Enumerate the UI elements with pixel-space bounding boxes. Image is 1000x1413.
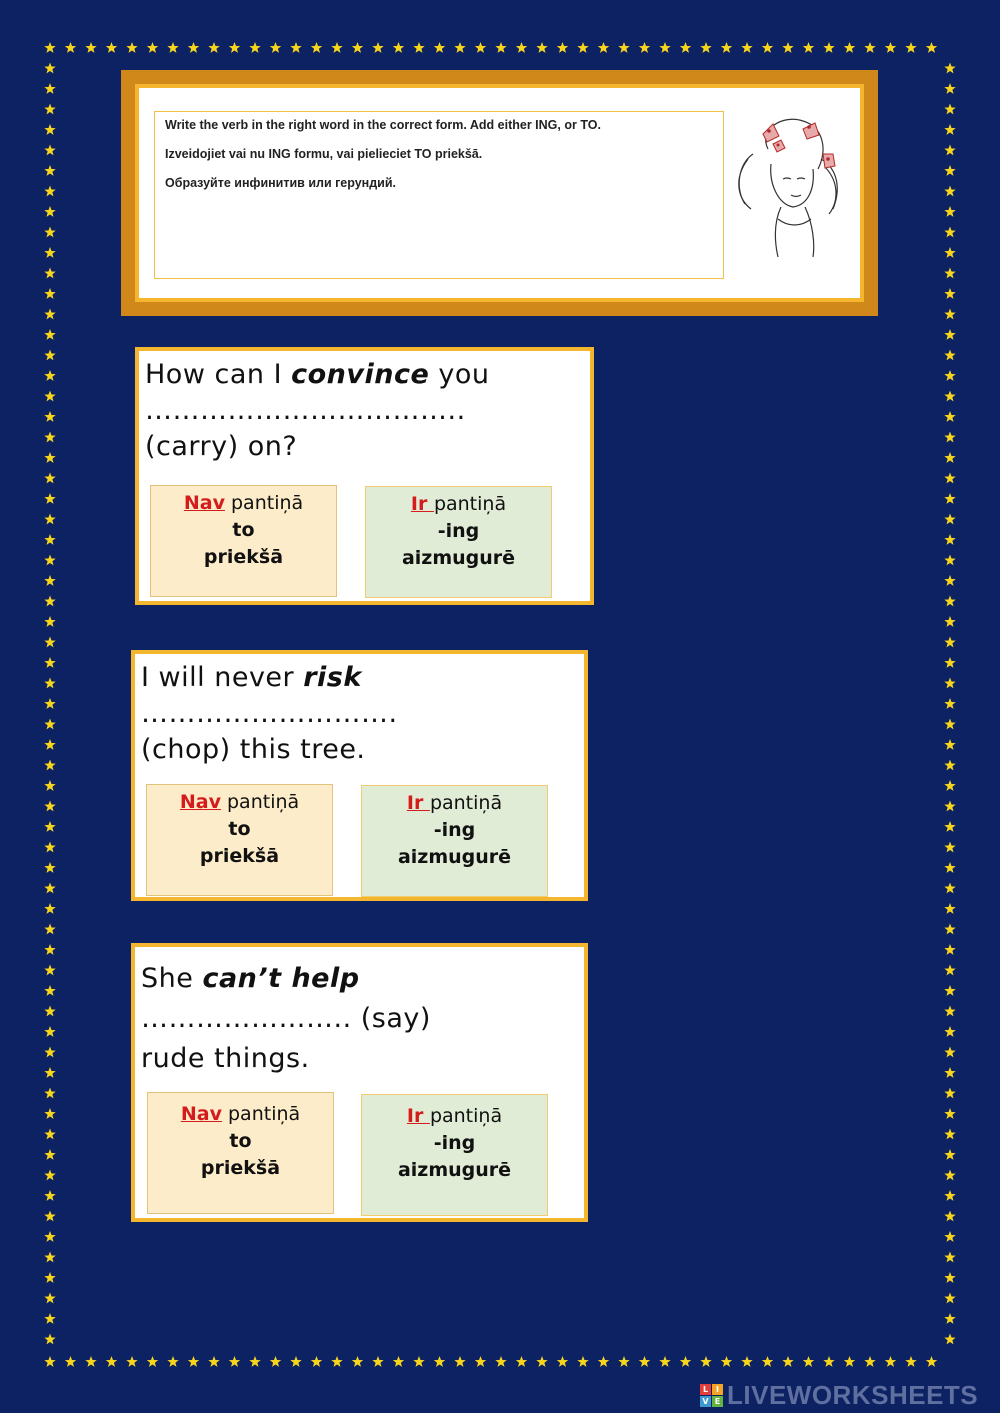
option-line2: to [228, 818, 251, 840]
star-icon [44, 432, 55, 443]
star-icon [944, 555, 955, 566]
answer-blank[interactable]: …………………………….. [145, 395, 466, 426]
star-icon [44, 719, 55, 730]
star-icon [782, 42, 793, 53]
star-icon [864, 1356, 875, 1367]
star-icon [44, 637, 55, 648]
star-icon [372, 42, 383, 53]
star-icon [577, 1356, 588, 1367]
star-icon [44, 206, 55, 217]
star-icon [536, 1356, 547, 1367]
option-line2: to [232, 519, 255, 541]
star-icon [944, 1211, 955, 1222]
star-icon [352, 1356, 363, 1367]
star-icon [44, 1231, 55, 1242]
option-key: Ir [406, 1105, 430, 1127]
star-icon [944, 206, 955, 217]
star-icon [639, 42, 650, 53]
star-icon [167, 1356, 178, 1367]
star-icon [944, 862, 955, 873]
star-icon [44, 678, 55, 689]
option-has-object[interactable] [361, 1094, 548, 1216]
star-icon [944, 452, 955, 463]
star-icon [85, 42, 96, 53]
star-icon [944, 1129, 955, 1140]
star-icon [44, 698, 55, 709]
star-icon [885, 42, 896, 53]
star-icon [944, 575, 955, 586]
star-icon [413, 42, 424, 53]
star-icon [700, 1356, 711, 1367]
star-icon [762, 1356, 773, 1367]
star-icon [944, 514, 955, 525]
star-icon [944, 309, 955, 320]
star-icon [944, 698, 955, 709]
star-icon [44, 1334, 55, 1345]
star-icon [85, 1356, 96, 1367]
sentence-middle: you [429, 359, 490, 390]
star-icon [944, 924, 955, 935]
star-icon [44, 1211, 55, 1222]
option-word: pantiņā [221, 1103, 301, 1125]
star-icon [944, 473, 955, 484]
star-icon [106, 42, 117, 53]
star-icon [944, 411, 955, 422]
star-icon [944, 165, 955, 176]
option-key: Nav [183, 492, 225, 514]
option-no-object[interactable] [150, 485, 337, 597]
sentence-end: (carry) on? [145, 431, 298, 462]
star-icon [944, 801, 955, 812]
star-icon [44, 616, 55, 627]
star-icon [44, 1190, 55, 1201]
star-icon [944, 124, 955, 135]
star-icon [926, 42, 937, 53]
girl-illustration [733, 109, 843, 259]
star-icon [126, 1356, 137, 1367]
star-icon [44, 965, 55, 976]
star-icon [331, 1356, 342, 1367]
star-icon [44, 1272, 55, 1283]
star-icon [944, 1334, 955, 1345]
option-word: pantiņā [433, 493, 507, 515]
star-icon [944, 1006, 955, 1017]
option-word: pantiņā [429, 792, 503, 814]
star-icon [434, 42, 445, 53]
star-icon [188, 42, 199, 53]
star-icon [44, 186, 55, 197]
star-icon [352, 42, 363, 53]
sentence-end: rude things. [141, 1043, 310, 1074]
star-icon [944, 145, 955, 156]
option-line3: priekšā [203, 546, 284, 568]
answer-blank[interactable]: ………………………. [141, 698, 398, 729]
star-icon [944, 780, 955, 791]
star-icon [598, 42, 609, 53]
option-line2: -ing [433, 819, 476, 841]
star-icon [803, 42, 814, 53]
sentence-text [141, 959, 584, 1079]
option-line2: to [229, 1130, 252, 1152]
star-icon [44, 760, 55, 771]
star-icon [680, 42, 691, 53]
star-icon [44, 944, 55, 955]
star-icon [44, 1170, 55, 1181]
star-icon [454, 42, 465, 53]
star-icon [944, 83, 955, 94]
star-icon [762, 42, 773, 53]
star-icon [434, 1356, 445, 1367]
star-icon [944, 432, 955, 443]
star-icon [659, 1356, 670, 1367]
star-icon [44, 391, 55, 402]
star-icon [44, 862, 55, 873]
option-word: pantiņā [220, 791, 300, 813]
star-icon [44, 309, 55, 320]
option-key: Nav [179, 791, 221, 813]
star-icon [944, 965, 955, 976]
sentence-start: How can I [145, 359, 292, 390]
star-icon [721, 42, 732, 53]
star-icon [944, 637, 955, 648]
star-icon [44, 924, 55, 935]
star-icon [44, 842, 55, 853]
star-icon [44, 739, 55, 750]
star-icon [147, 1356, 158, 1367]
star-icon [311, 1356, 322, 1367]
star-icon [944, 1088, 955, 1099]
star-icon [944, 616, 955, 627]
star-icon [639, 1356, 650, 1367]
star-icon [905, 42, 916, 53]
star-icon [944, 1108, 955, 1119]
star-icon [44, 514, 55, 525]
option-word: pantiņā [429, 1105, 503, 1127]
star-icon [944, 104, 955, 115]
star-icon [44, 1026, 55, 1037]
star-icon [944, 186, 955, 197]
star-icon [680, 1356, 691, 1367]
instruction-english: Write the verb in the right word in the correct form. Add either ING, or TO. [165, 118, 601, 132]
star-icon [944, 247, 955, 258]
star-icon [44, 780, 55, 791]
star-icon [944, 1293, 955, 1304]
key-verb: can’t help [202, 963, 360, 994]
star-icon [44, 1129, 55, 1140]
star-icon [44, 1356, 55, 1367]
star-icon [126, 42, 137, 53]
sentence-end: (chop) this tree. [141, 734, 366, 765]
option-key: Nav [180, 1103, 222, 1125]
option-word: pantiņā [224, 492, 304, 514]
star-icon [106, 1356, 117, 1367]
star-icon [944, 1252, 955, 1263]
logo-text: LIVEWORKSHEETS [727, 1379, 979, 1410]
star-icon [944, 678, 955, 689]
star-icon [944, 493, 955, 504]
star-icon [44, 247, 55, 258]
star-icon [944, 288, 955, 299]
option-no-object[interactable] [147, 1092, 334, 1214]
star-icon [331, 42, 342, 53]
star-icon [44, 1149, 55, 1160]
star-icon [44, 1252, 55, 1263]
option-line2: -ing [437, 520, 480, 542]
star-icon [618, 42, 629, 53]
star-icon [700, 42, 711, 53]
star-icon [944, 1149, 955, 1160]
star-icon [598, 1356, 609, 1367]
star-icon [926, 1356, 937, 1367]
option-key: Ir [406, 792, 430, 814]
star-icon [944, 1067, 955, 1078]
star-icon [44, 534, 55, 545]
star-icon [885, 1356, 896, 1367]
star-icon [44, 63, 55, 74]
star-icon [393, 1356, 404, 1367]
star-icon [823, 42, 834, 53]
star-icon [741, 42, 752, 53]
option-line3: priekšā [200, 1157, 281, 1179]
star-icon [844, 42, 855, 53]
star-icon [44, 145, 55, 156]
star-icon [44, 1067, 55, 1078]
star-icon [372, 1356, 383, 1367]
star-icon [803, 1356, 814, 1367]
star-icon [44, 575, 55, 586]
star-icon [944, 760, 955, 771]
star-icon [944, 985, 955, 996]
star-icon [44, 657, 55, 668]
star-icon [577, 42, 588, 53]
star-icon [44, 165, 55, 176]
star-icon [393, 42, 404, 53]
star-icon [290, 1356, 301, 1367]
instruction-latvian: Izveidojiet vai nu ING formu, vai pielieciet TO priekšā. [165, 147, 483, 161]
star-icon [516, 1356, 527, 1367]
star-icon [557, 42, 568, 53]
star-icon [944, 1047, 955, 1058]
star-icon [65, 42, 76, 53]
star-icon [557, 1356, 568, 1367]
sentence-card-1 [135, 347, 594, 605]
option-has-object[interactable] [361, 785, 548, 897]
sentence-start: She [141, 963, 203, 994]
star-icon [311, 42, 322, 53]
option-line3: priekšā [199, 845, 280, 867]
star-icon [944, 1313, 955, 1324]
star-icon [208, 42, 219, 53]
star-icon [44, 1313, 55, 1324]
star-icon [44, 883, 55, 894]
star-icon [229, 42, 240, 53]
star-icon [844, 1356, 855, 1367]
star-icon [944, 329, 955, 340]
star-icon [944, 883, 955, 894]
liveworksheets-logo [700, 1380, 978, 1410]
star-icon [721, 1356, 732, 1367]
option-line3: aizmugurē [397, 846, 512, 868]
star-icon [944, 1170, 955, 1181]
star-icon [65, 1356, 76, 1367]
star-icon [44, 596, 55, 607]
star-icon [44, 1006, 55, 1017]
star-icon [782, 1356, 793, 1367]
star-icon [44, 42, 55, 53]
key-verb: convince [291, 359, 430, 390]
sentence-card-3 [131, 943, 588, 1222]
option-key: Ir [410, 493, 434, 515]
answer-blank[interactable]: ………………….. (say) [141, 1003, 431, 1034]
star-icon [44, 452, 55, 463]
star-icon [944, 534, 955, 545]
star-icon [823, 1356, 834, 1367]
star-icon [944, 657, 955, 668]
star-icon [44, 1047, 55, 1058]
option-line2: -ing [433, 1132, 476, 1154]
star-icon [44, 1293, 55, 1304]
star-icon [44, 124, 55, 135]
star-icon [44, 104, 55, 115]
star-icon [944, 391, 955, 402]
star-icon [44, 227, 55, 238]
instructions-panel [121, 70, 878, 316]
star-icon [944, 842, 955, 853]
option-line3: aizmugurē [401, 547, 516, 569]
star-icon [44, 268, 55, 279]
star-icon [44, 555, 55, 566]
option-no-object[interactable] [146, 784, 333, 896]
sentence-start: I will never [141, 662, 304, 693]
star-icon [944, 739, 955, 750]
star-icon [944, 1272, 955, 1283]
star-icon [229, 1356, 240, 1367]
star-icon [147, 42, 158, 53]
key-verb: risk [303, 662, 362, 693]
star-icon [944, 1190, 955, 1201]
star-icon [270, 1356, 281, 1367]
star-icon [944, 719, 955, 730]
star-icon [44, 288, 55, 299]
star-icon [944, 821, 955, 832]
star-icon [454, 1356, 465, 1367]
sentence-text [141, 660, 584, 768]
star-icon [659, 42, 670, 53]
star-icon [944, 350, 955, 361]
star-icon [944, 227, 955, 238]
star-icon [495, 1356, 506, 1367]
star-icon [44, 329, 55, 340]
star-icon [741, 1356, 752, 1367]
sentence-card-2 [131, 650, 588, 901]
star-icon [618, 1356, 629, 1367]
star-icon [208, 1356, 219, 1367]
star-icon [44, 985, 55, 996]
star-icon [44, 801, 55, 812]
star-icon [944, 944, 955, 955]
star-icon [249, 42, 260, 53]
star-icon [475, 42, 486, 53]
star-icon [944, 370, 955, 381]
star-icon [495, 42, 506, 53]
star-icon [188, 1356, 199, 1367]
star-icon [44, 370, 55, 381]
star-icon [44, 411, 55, 422]
star-icon [944, 596, 955, 607]
star-icon [290, 42, 301, 53]
star-icon [44, 821, 55, 832]
star-icon [475, 1356, 486, 1367]
star-icon [905, 1356, 916, 1367]
instruction-russian: Образуйте инфинитив или герундий. [165, 176, 397, 190]
option-line3: aizmugurē [397, 1159, 512, 1181]
star-icon [44, 350, 55, 361]
instructions-text-box [154, 111, 724, 279]
sentence-text [145, 357, 590, 465]
star-icon [249, 1356, 260, 1367]
logo-icon: L I V E [700, 1384, 723, 1407]
star-icon [944, 1026, 955, 1037]
star-icon [44, 903, 55, 914]
star-icon [167, 42, 178, 53]
star-icon [270, 42, 281, 53]
star-icon [536, 42, 547, 53]
star-icon [44, 83, 55, 94]
star-icon [44, 473, 55, 484]
star-icon [944, 268, 955, 279]
star-icon [944, 1231, 955, 1242]
star-icon [44, 1108, 55, 1119]
star-icon [413, 1356, 424, 1367]
star-icon [944, 903, 955, 914]
star-icon [864, 42, 875, 53]
star-icon [44, 493, 55, 504]
option-has-object[interactable] [365, 486, 552, 598]
star-icon [516, 42, 527, 53]
star-icon [44, 1088, 55, 1099]
star-icon [944, 63, 955, 74]
